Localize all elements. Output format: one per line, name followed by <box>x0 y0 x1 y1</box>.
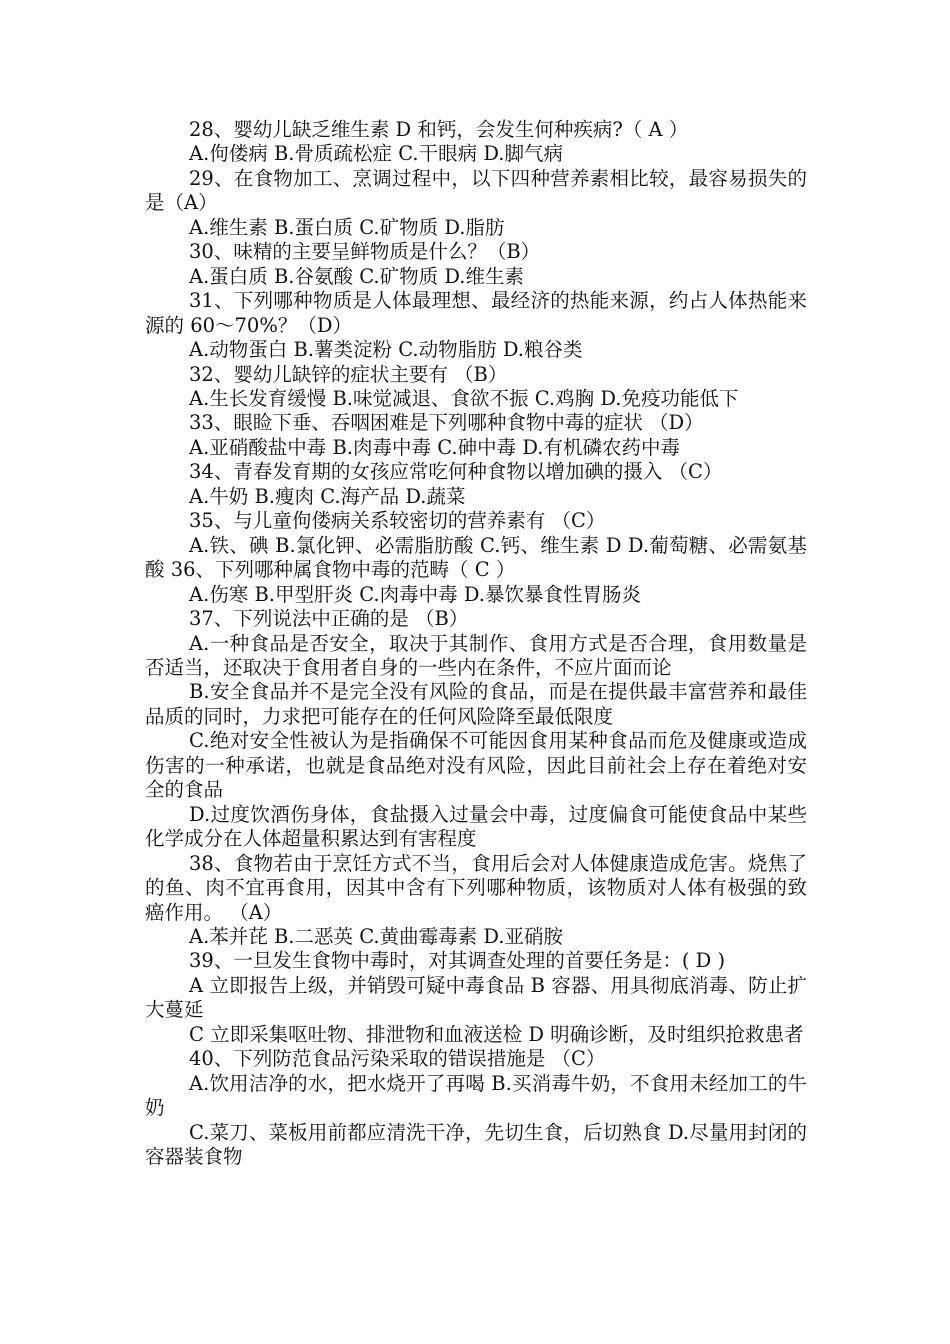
options-28: A.佝偻病 B.骨质疏松症 C.干眼病 D.脚气病 <box>189 142 563 166</box>
question-34: 34、青春发育期的女孩应常吃何种食物以增加碘的摄入 （C） <box>189 460 723 484</box>
options-35-question-36: A.铁、碘 B.氯化钾、必需脂肪酸 C.钙、维生素 D D.葡萄糖、必需氨基酸 36、下列哪种属食物中毒的范畴（ C ） <box>145 533 807 582</box>
options-30: A.蛋白质 B.谷氨酸 C.矿物质 D.维生素 <box>189 264 524 288</box>
options-31: A.动物蛋白 B.薯类淀粉 C.动物脂肪 D.粮谷类 <box>189 338 583 362</box>
question-35: 35、与儿童佝偻病关系较密切的营养素有 （C） <box>189 509 606 533</box>
question-39: 39、一旦发生食物中毒时，对其调查处理的首要任务是：( D ) <box>189 949 726 973</box>
options-29: A.维生素 B.蛋白质 C.矿物质 D.脂肪 <box>189 215 505 239</box>
question-32: 32、婴幼儿缺锌的症状主要有 （B） <box>189 362 508 386</box>
question-33: 33、眼睑下垂、吞咽困难是下列哪种食物中毒的症状 （D） <box>189 411 704 435</box>
options-39-ab: A 立即报告上级，并销毁可疑中毒食品 B 容器、用具彻底消毒、防止扩大蔓延 <box>145 973 807 1022</box>
options-39-cd: C 立即采集呕吐物、排泄物和血液送检 D 明确诊断，及时组织抢救患者 <box>189 1022 804 1046</box>
question-29: 29、在食物加工、烹调过程中，以下四种营养素相比较，最容易损失的是（A） <box>145 166 807 215</box>
question-37: 37、下列说法中正确的是 （B） <box>189 607 469 631</box>
question-30: 30、味精的主要呈鲜物质是什么？（B） <box>189 240 541 264</box>
question-28: 28、婴幼儿缺乏维生素 D 和钙，会发生何种疾病?（ A ） <box>189 118 689 141</box>
option-37-a: A.一种食品是否安全，取决于其制作、食用方式是否合理，食用数量是否适当，还取决于食用者自身的一些内在条件，不应片面而论 <box>145 631 807 679</box>
options-36: A.伤寒 B.甲型肝炎 C.肉毒中毒 D.暴饮暴食性胃肠炎 <box>189 582 641 606</box>
options-40-ab: A.饮用洁净的水，把水烧开了再喝 B.买消毒牛奶，不食用未经加工的牛奶 <box>145 1071 807 1120</box>
options-38: A.苯并芘 B.二恶英 C.黄曲霉毒素 D.亚硝胺 <box>189 924 563 948</box>
question-40: 40、下列防范食品污染采取的错误措施是 （C） <box>189 1047 606 1071</box>
question-31: 31、下列哪种物质是人体最理想、最经济的热能来源，约占人体热能来源的 60～70%？（D） <box>145 289 807 337</box>
options-33: A.亚硝酸盐中毒 B.肉毒中毒 C.砷中毒 D.有机磷农药中毒 <box>189 435 680 459</box>
question-38: 38、食物若由于烹饪方式不当，食用后会对人体健康造成危害。烧焦了的鱼、肉不宜再食用，因其中含有下列哪种物质，该物质对人体有极强的致癌作用。 （A） <box>145 851 807 924</box>
document-body <box>145 118 807 1169</box>
options-34: A.牛奶 B.瘦肉 C.海产品 D.蔬菜 <box>189 484 466 508</box>
option-37-c: C.绝对安全性被认为是指确保不可能因食用某种食品而危及健康或造成伤害的一种承诺，也就是食品绝对没有风险，因此目前社会上存在着绝对安全的食品 <box>145 729 807 802</box>
options-40-cd: C.菜刀、菜板用前都应清洗干净，先切生食，后切熟食 D.尽量用封闭的容器装食物 <box>145 1120 807 1169</box>
option-37-b: B.安全食品并不是完全没有风险的食品，而是在提供最丰富营养和最佳品质的同时，力求把可能存在的任何风险降至最低限度 <box>145 680 807 728</box>
options-32: A.生长发育缓慢 B.味觉减退、食欲不振 C.鸡胸 D.免疫功能低下 <box>189 386 739 410</box>
option-37-d: D.过度饮酒伤身体，食盐摄入过量会中毒，过度偏食可能使食品中某些化学成分在人体超量积累达到有害程度 <box>145 802 807 851</box>
